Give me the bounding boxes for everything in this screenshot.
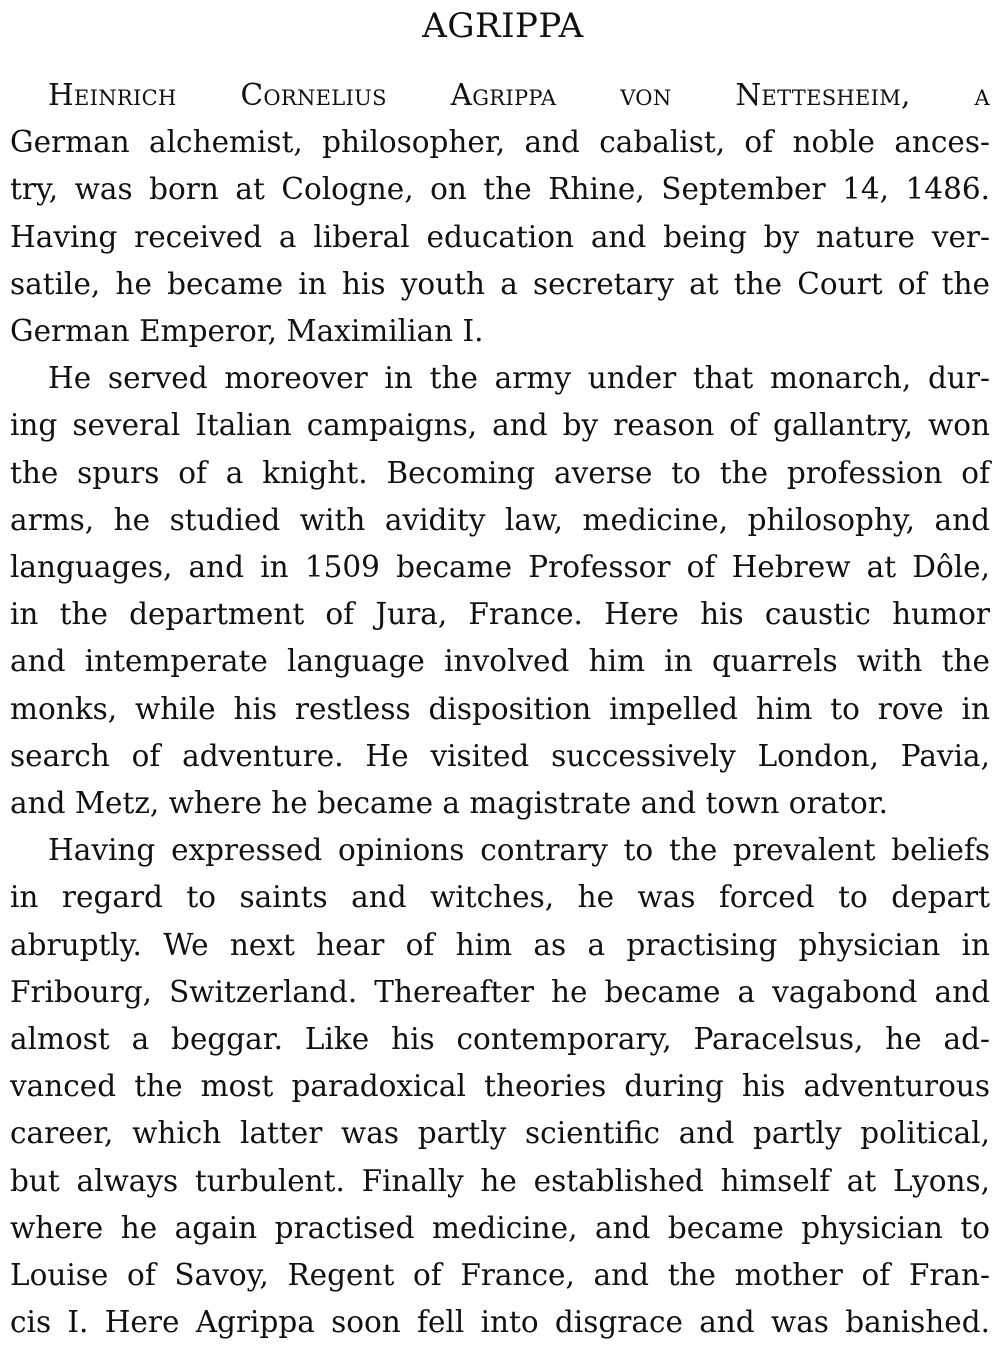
text-line: Having received a liberal education and being by nature ver- — [10, 219, 990, 254]
text-line: monks, while his restless disposition impelled him to rove in — [10, 691, 990, 726]
text-line: Heinrich Cornelius Agrippa von Nettesheim, a — [48, 78, 990, 112]
text-line: satile, he became in his youth a secretary at the Court of the — [10, 266, 990, 301]
text-line: and intemperate language involved him in quarrels with the — [10, 644, 990, 679]
paragraph-2 — [10, 355, 990, 827]
paragraph-1 — [10, 72, 990, 355]
text-line: ing several Italian campaigns, and by reason of gallantry, won — [10, 408, 990, 443]
page — [10, 0, 990, 1351]
text-line: in the department of Jura, France. Here his caustic humor — [10, 597, 990, 632]
text-line: vanced the most paradoxical theories during his adventurous — [10, 1069, 990, 1104]
text-line: career, which latter was partly scientific and partly political, — [10, 1116, 990, 1151]
text-line: Louise of Savoy, Regent of France, and the mother of Fran- — [10, 1258, 990, 1293]
text-line: where he again practised medicine, and became physician to — [10, 1210, 990, 1245]
text-line: abruptly. We next hear of him as a practising physician in — [10, 927, 990, 962]
text-line: and Metz, where he became a magistrate and town orator. — [10, 786, 889, 821]
text-line: languages, and in 1509 became Professor of Hebrew at Dôle, — [10, 550, 990, 585]
text-line: but always turbulent. Finally he established himself at Lyons, — [10, 1163, 990, 1198]
text-line: cis I. Here Agrippa soon fell into disgrace and was banished. — [10, 1305, 990, 1340]
text-line: German alchemist, philosopher, and cabalist, of noble ances- — [10, 125, 990, 160]
text-line: Fribourg, Switzerland. Thereafter he became a vagabond and — [10, 974, 990, 1009]
text-line: try, was born at Cologne, on the Rhine, September 14, 1486. — [10, 172, 990, 207]
text-line: German Emperor, Maximilian I. — [10, 314, 484, 349]
page-title: AGRIPPA — [422, 6, 584, 46]
text-line: He served moreover in the army under that monarch, dur- — [48, 361, 990, 396]
text-line: arms, he studied with avidity law, medicine, philosophy, and — [10, 502, 990, 537]
text-line: almost a beggar. Like his contemporary, Paracelsus, he ad- — [10, 1022, 990, 1057]
paragraph-3 — [10, 827, 990, 1346]
text-line: Having expressed opinions contrary to the prevalent beliefs — [48, 833, 990, 868]
text-line: search of adventure. He visited successively London, Pavia, — [10, 738, 990, 773]
text-line: in regard to saints and witches, he was forced to depart — [10, 880, 990, 915]
text-line: the spurs of a knight. Becoming averse to the profession of — [10, 455, 990, 490]
